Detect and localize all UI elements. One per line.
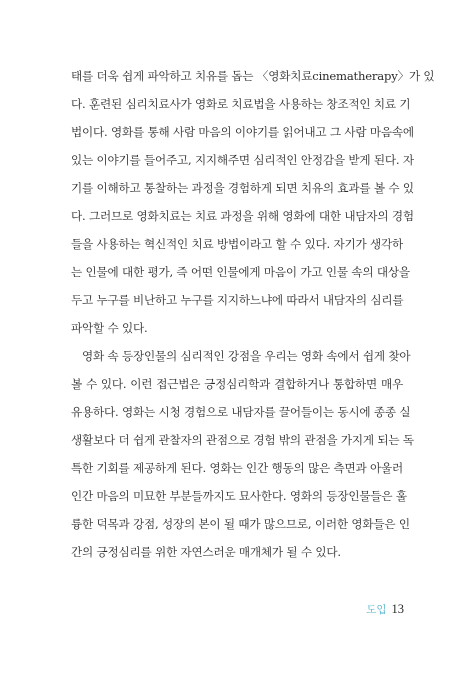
text-line: 다. 그러므로 영화치료는 치료 과정을 위해 영화에 대한 내담자의 경험 <box>71 209 414 223</box>
paragraph-2 <box>71 342 414 566</box>
page-number: 13 <box>391 602 404 616</box>
text-line: 있는 이야기를 들어주고, 지지해주면 심리적인 안정감을 받게 된다. 자 <box>71 153 414 167</box>
text-line: 유용하다. 영화는 시청 경험으로 내담자를 끌어들이는 동시에 종종 실 <box>71 405 411 419</box>
text-line: 법이다. 영화를 통해 사람 마음의 이야기를 읽어내고 그 사람 마음속에 <box>71 125 414 139</box>
text-line: 볼 수 있다. 이런 접근법은 긍정심리학과 결합하거나 통합하면 매우 <box>71 377 403 391</box>
page-footer <box>366 601 404 617</box>
text-line-indented: 영화 속 등장인물의 심리적인 강점을 우리는 영화 속에서 쉽게 찾아 <box>82 349 411 363</box>
section-label: 도입 <box>366 604 387 616</box>
text-line: 두고 누구를 비난하고 누구를 지지하느냐에 따라서 내담자의 심리를 <box>71 293 404 307</box>
text-line: 들을 사용하는 혁신적인 치료 방법이라고 할 수 있다. 자기가 생각하 <box>71 237 403 251</box>
text-line: 인간 마음의 미묘한 부분들까지도 묘사한다. 영화의 등장인물들은 훌 <box>71 489 407 503</box>
text-line: 태를 더욱 쉽게 파악하고 치유를 돕는 〈영화치료cinematherapy〉가 있 <box>71 69 435 83</box>
text-line: 생활보다 더 쉽게 관찰자의 관점으로 경험 밖의 관점을 가지게 되는 독 <box>71 433 414 447</box>
text-line-last: 파악할 수 있다. <box>71 321 148 335</box>
paragraph-1 <box>71 62 435 342</box>
text-line: 기를 이해하고 통찰하는 과정을 경험하게 되면 치유의 효과를 볼 수 있 <box>71 181 414 195</box>
text-line: 는 인물에 대한 평가, 즉 어떤 인물에게 마음이 가고 인물 속의 대상을 <box>71 265 410 279</box>
text-line: 특한 기회를 제공하게 된다. 영화는 인간 행동의 많은 측면과 아울러 <box>71 461 403 475</box>
text-line: 륭한 덕목과 강점, 성장의 본이 될 때가 많으므로, 이러한 영화들은 인 <box>71 517 410 531</box>
body-text <box>71 62 435 566</box>
text-line-last: 간의 긍정심리를 위한 자연스러운 매개체가 될 수 있다. <box>71 545 341 559</box>
text-line: 다. 훈련된 심리치료사가 영화로 치료법을 사용하는 창조적인 치료 기 <box>71 97 411 111</box>
